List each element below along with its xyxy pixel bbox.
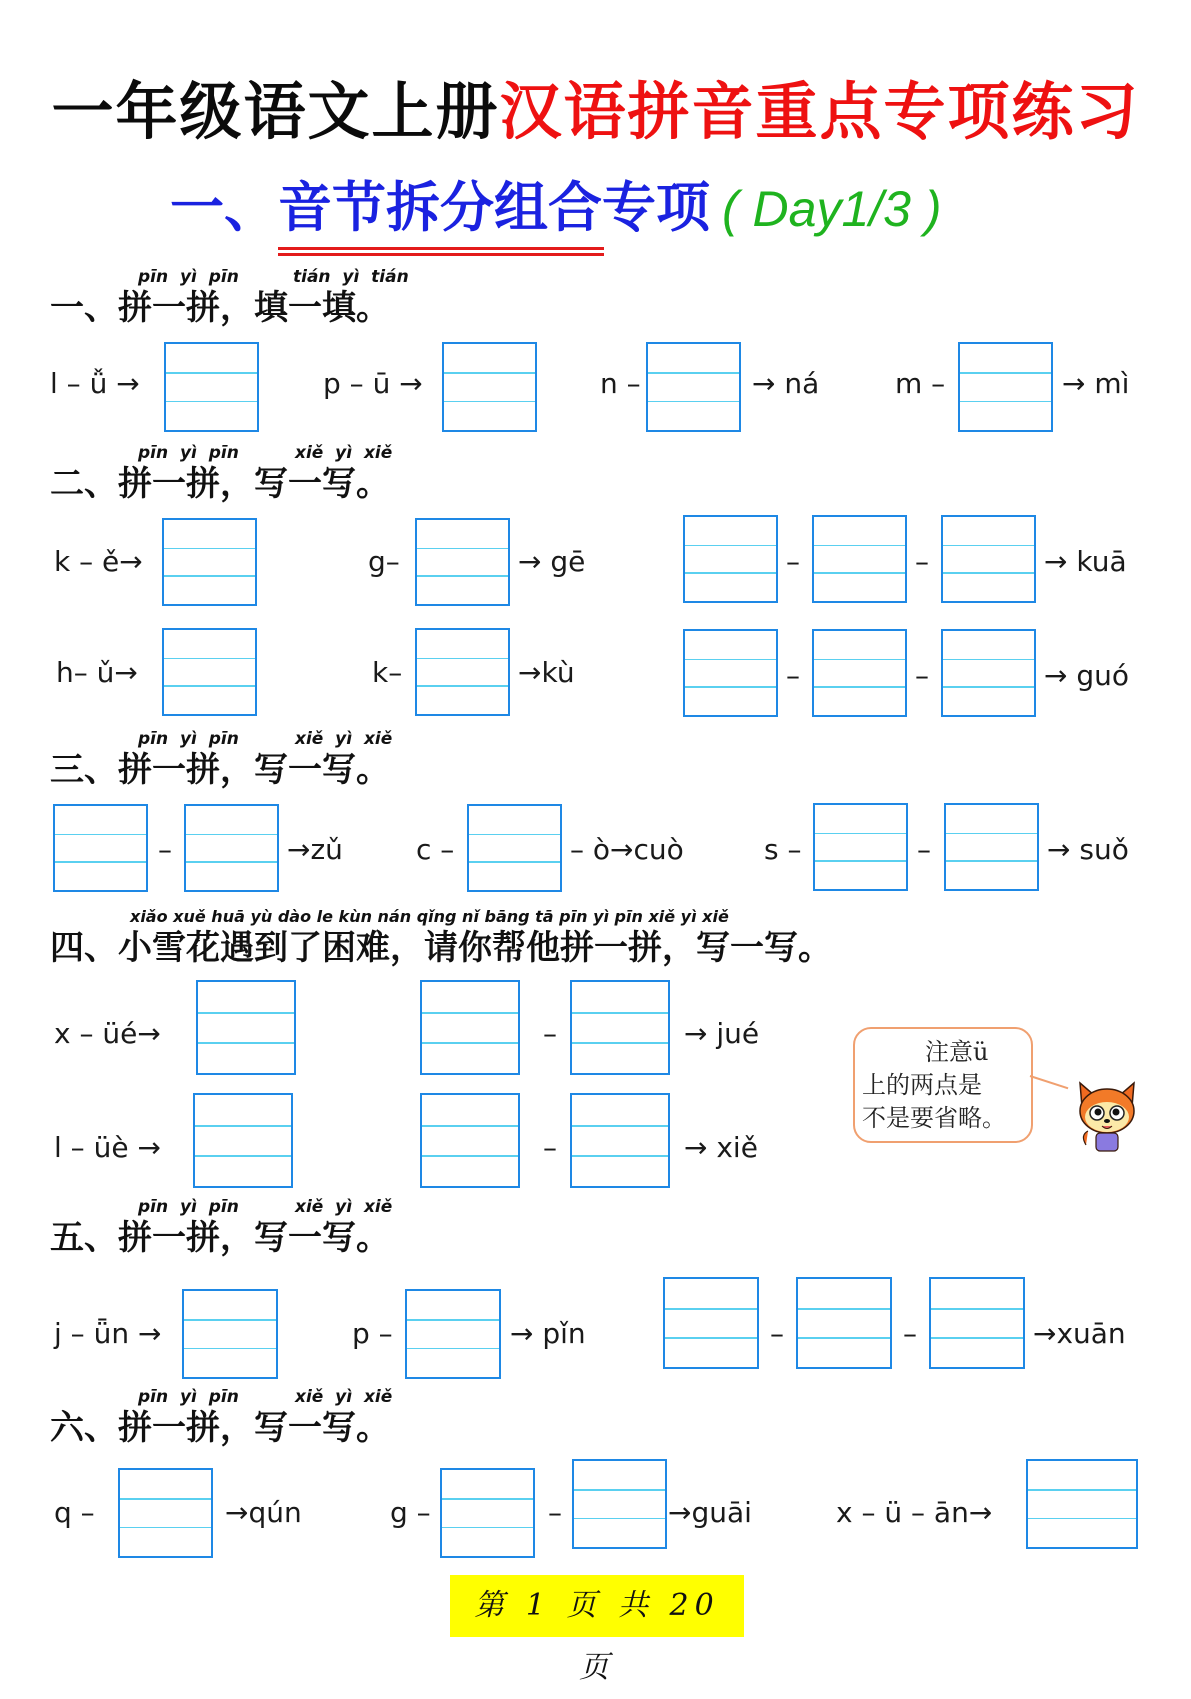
fox-mascot-icon — [1072, 1075, 1142, 1155]
writing-box[interactable] — [162, 628, 257, 716]
section-heading-6: 六、拼一拼，写一写。 — [50, 1408, 390, 1448]
pinyin-annotation: pīn yì pīn — [138, 729, 239, 749]
syllable-prompt: q – — [54, 1496, 95, 1529]
syllable-prompt: k – ě→ — [54, 545, 143, 578]
subtitle-day: ( Day1/3 ) — [722, 181, 942, 237]
section-heading-5: 五、拼一拼，写一写。 — [50, 1218, 390, 1258]
writing-box[interactable] — [683, 515, 778, 603]
syllable-result: →kù — [518, 656, 575, 689]
syllable-result: → pǐn — [510, 1317, 586, 1350]
writing-box[interactable] — [440, 1468, 535, 1558]
syllable-prompt: h– ǔ→ — [56, 656, 138, 689]
writing-box[interactable] — [162, 518, 257, 606]
section-heading-4: 四、小雪花遇到了困难，请你帮他拼一拼，写一写。 — [50, 928, 832, 968]
syllable-prompt: g– — [368, 545, 400, 578]
writing-box[interactable] — [184, 804, 279, 892]
writing-box[interactable] — [796, 1277, 892, 1369]
pinyin-annotation: xiǎo xuě huā yù dào le kùn nán qǐng nǐ bāng tā pīn yì pīn xiě yì xiě — [130, 907, 729, 926]
syllable-prompt: s – — [764, 833, 802, 866]
section-subtitle — [170, 172, 942, 244]
pinyin-annotation: pīn yì pīn — [138, 1387, 239, 1407]
writing-box[interactable] — [941, 629, 1036, 717]
syllable-result: →xuān — [1033, 1317, 1126, 1350]
pinyin-annotation: xiě yì xiě — [295, 443, 393, 463]
syllable-result: – ò→cuò — [570, 833, 684, 866]
writing-box[interactable] — [164, 342, 259, 432]
dash: – — [158, 833, 172, 866]
writing-box[interactable] — [53, 804, 148, 892]
syllable-result: → jué — [684, 1017, 760, 1050]
syllable-prompt: p – ū → — [323, 367, 423, 400]
writing-box[interactable] — [941, 515, 1036, 603]
pinyin-annotation: pīn yì pīn — [138, 443, 239, 463]
syllable-prompt: n – — [600, 367, 641, 400]
pinyin-annotation: xiě yì xiě — [295, 729, 393, 749]
dash: – — [903, 1317, 917, 1350]
writing-box[interactable] — [196, 980, 296, 1075]
dash: – — [915, 545, 929, 578]
writing-box[interactable] — [118, 1468, 213, 1558]
writing-box[interactable] — [813, 803, 908, 891]
syllable-prompt: k– — [372, 656, 403, 689]
writing-box[interactable] — [1026, 1459, 1138, 1549]
dash: – — [786, 659, 800, 692]
page-indicator: 第 1 页 共 20 页 — [450, 1575, 744, 1637]
syllable-prompt: j – ǖn → — [54, 1317, 162, 1350]
pinyin-annotation: pīn yì pīn — [138, 1197, 239, 1217]
dash: – — [543, 1131, 557, 1164]
writing-box[interactable] — [415, 628, 510, 716]
syllable-result: →zǔ — [287, 833, 343, 866]
tip-line-1: 注意ü — [925, 1038, 989, 1066]
writing-box[interactable] — [570, 980, 670, 1075]
syllable-prompt: x – üé→ — [54, 1017, 161, 1050]
dash: – — [917, 833, 931, 866]
writing-box[interactable] — [572, 1459, 667, 1549]
pinyin-annotation: xiě yì xiě — [295, 1197, 393, 1217]
syllable-result: → mì — [1062, 367, 1130, 400]
subtitle-rest: 专项 — [602, 175, 710, 239]
syllable-result: → gē — [518, 545, 586, 578]
section-heading-3: 三、拼一拼，写一写。 — [50, 750, 390, 790]
writing-box[interactable] — [663, 1277, 759, 1369]
writing-box[interactable] — [683, 629, 778, 717]
syllable-result: →qún — [225, 1496, 302, 1529]
title-topic: 汉语拼音重点专项练习 — [499, 75, 1140, 148]
writing-box[interactable] — [646, 342, 741, 432]
subtitle-prefix: 一、 — [170, 175, 278, 239]
syllable-prompt: m – — [895, 367, 946, 400]
writing-box[interactable] — [415, 518, 510, 606]
section-heading-2: 二、拼一拼，写一写。 — [50, 464, 390, 504]
writing-box[interactable] — [944, 803, 1039, 891]
writing-box[interactable] — [812, 515, 907, 603]
writing-box[interactable] — [958, 342, 1053, 432]
writing-box[interactable] — [405, 1289, 501, 1379]
tip-line-2: 上的两点是 — [862, 1071, 982, 1099]
syllable-prompt: g – — [390, 1496, 431, 1529]
dash: – — [543, 1017, 557, 1050]
writing-box[interactable] — [420, 980, 520, 1075]
writing-box[interactable] — [442, 342, 537, 432]
syllable-prompt: p – — [352, 1317, 393, 1350]
writing-box[interactable] — [467, 804, 562, 892]
tip-line-3: 不是要省略。 — [862, 1104, 1006, 1132]
syllable-prompt: c – — [416, 833, 455, 866]
section-heading-1: 一、拼一拼，填一填。 — [50, 288, 390, 328]
dash: – — [786, 545, 800, 578]
writing-box[interactable] — [193, 1093, 293, 1188]
syllable-prompt: l – ǚ → — [50, 367, 140, 400]
syllable-prompt: x – ü – ān→ — [836, 1496, 993, 1529]
title-grade: 一年级语文上册 — [51, 75, 500, 148]
writing-box[interactable] — [420, 1093, 520, 1188]
dash: – — [770, 1317, 784, 1350]
syllable-result: → guó — [1044, 659, 1130, 692]
pinyin-annotation: tián yì tián — [293, 267, 409, 287]
syllable-result: → kuā — [1044, 545, 1127, 578]
writing-box[interactable] — [812, 629, 907, 717]
pinyin-annotation: pīn yì pīn — [138, 267, 239, 287]
pinyin-annotation: xiě yì xiě — [295, 1387, 393, 1407]
writing-box[interactable] — [570, 1093, 670, 1188]
dash: – — [915, 659, 929, 692]
dash: – — [548, 1496, 562, 1529]
syllable-result: → xiě — [684, 1131, 758, 1164]
page-title — [0, 72, 1191, 152]
subtitle-underlined: 音节拆分组合 — [278, 172, 602, 242]
syllable-prompt: l – üè → — [54, 1131, 161, 1164]
syllable-result: → ná — [752, 367, 820, 400]
writing-box[interactable] — [929, 1277, 1025, 1369]
syllable-result: → suǒ — [1047, 833, 1129, 866]
syllable-result: →guāi — [668, 1496, 752, 1529]
writing-box[interactable] — [182, 1289, 278, 1379]
bubble-tail — [1030, 1075, 1069, 1089]
